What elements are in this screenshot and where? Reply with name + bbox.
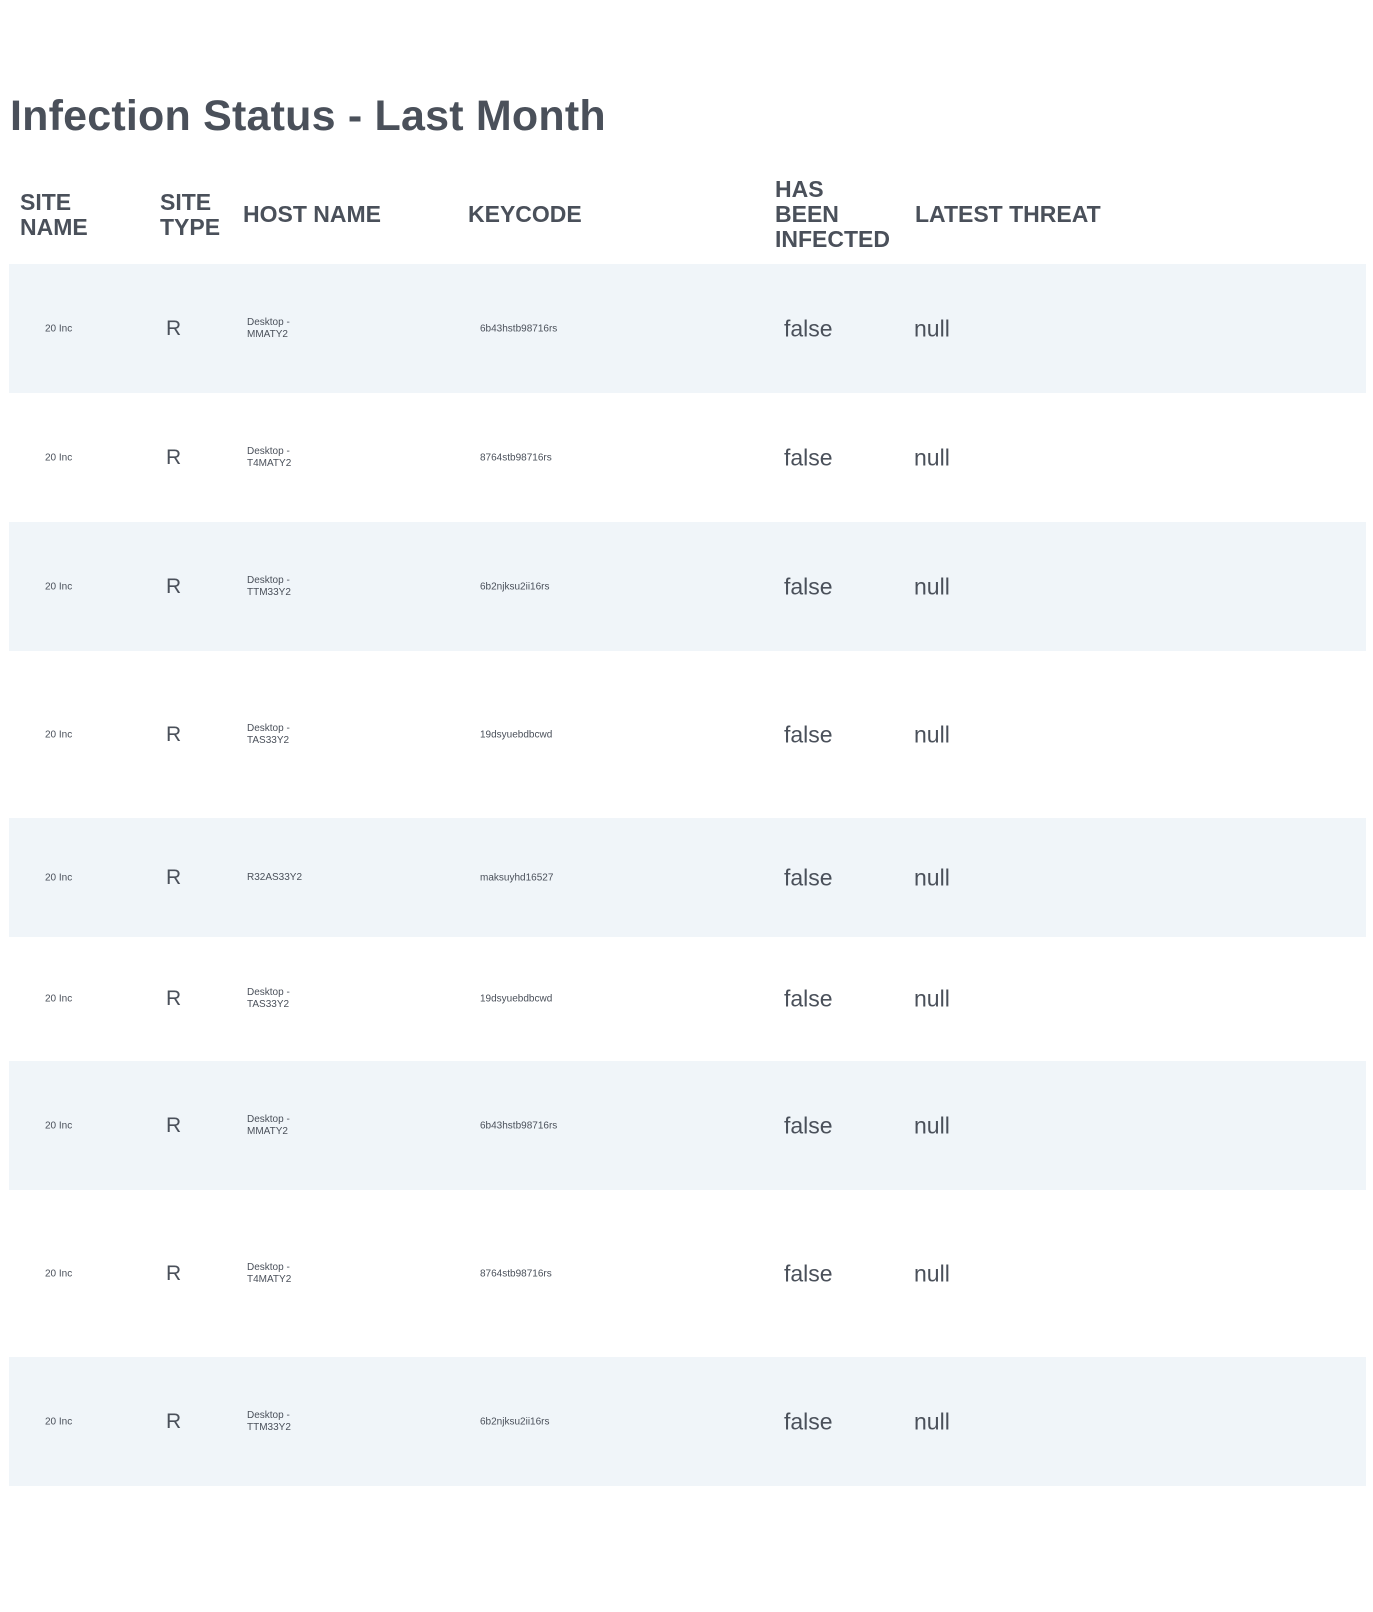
host-name-cell: R32AS33Y2 bbox=[247, 871, 303, 883]
site-name-cell: 20 Inc bbox=[45, 872, 73, 883]
has-been-infected-cell: false bbox=[784, 1112, 833, 1138]
host-name-cell: Desktop - MMATY2 bbox=[247, 1113, 290, 1137]
site-name-cell: 20 Inc bbox=[45, 1416, 73, 1427]
table-row[interactable] bbox=[9, 1357, 1366, 1486]
latest-threat-cell: null bbox=[914, 1408, 950, 1434]
latest-threat-cell: null bbox=[914, 573, 950, 599]
site-name-cell: 20 Inc bbox=[45, 1120, 73, 1131]
host-name-cell: Desktop - TTM33Y2 bbox=[247, 574, 291, 598]
has-been-infected-cell: false bbox=[784, 864, 833, 890]
keycode-cell: 6b43hstb98716rs bbox=[480, 323, 558, 334]
latest-threat-cell: null bbox=[914, 985, 950, 1012]
table-body bbox=[9, 264, 1366, 1486]
column-header-latest-threat[interactable]: LATEST THREAT bbox=[915, 201, 1101, 227]
site-type-cell: R bbox=[166, 987, 182, 1010]
has-been-infected-cell: false bbox=[784, 315, 833, 341]
site-type-cell: R bbox=[166, 574, 182, 598]
table-row[interactable] bbox=[9, 937, 1366, 1061]
site-name-cell: 20 Inc bbox=[45, 993, 73, 1005]
keycode-cell: 6b2njksu2ii16rs bbox=[480, 1416, 550, 1427]
latest-threat-cell: null bbox=[914, 444, 950, 470]
table-row[interactable] bbox=[9, 651, 1366, 818]
table-row[interactable] bbox=[9, 1190, 1366, 1357]
site-type-cell: R bbox=[166, 1409, 182, 1433]
table-row[interactable] bbox=[9, 1061, 1366, 1190]
has-been-infected-cell: false bbox=[784, 721, 833, 747]
column-header-host-name[interactable]: HOST NAME bbox=[243, 201, 381, 227]
site-type-cell: R bbox=[166, 865, 182, 889]
keycode-cell: 6b2njksu2ii16rs bbox=[480, 581, 550, 592]
has-been-infected-cell: false bbox=[784, 444, 833, 470]
latest-threat-cell: null bbox=[914, 864, 950, 890]
latest-threat-cell: null bbox=[914, 1112, 950, 1138]
table-row[interactable] bbox=[9, 818, 1366, 937]
keycode-cell: maksuyhd16527 bbox=[480, 872, 554, 883]
host-name-cell: Desktop - TTM33Y2 bbox=[247, 1409, 291, 1433]
site-name-cell: 20 Inc bbox=[45, 452, 73, 463]
column-header-keycode[interactable]: KEYCODE bbox=[468, 201, 582, 227]
table-row[interactable] bbox=[9, 522, 1366, 651]
has-been-infected-cell: false bbox=[784, 985, 833, 1012]
site-type-cell: R bbox=[166, 1113, 182, 1137]
latest-threat-cell: null bbox=[914, 721, 950, 747]
has-been-infected-cell: false bbox=[784, 1260, 833, 1286]
host-name-cell: Desktop - T4MATY2 bbox=[247, 1261, 292, 1285]
site-name-cell: 20 Inc bbox=[45, 729, 73, 740]
site-type-cell: R bbox=[166, 1261, 182, 1285]
site-type-cell: R bbox=[166, 722, 182, 746]
host-name-cell: Desktop - T4MATY2 bbox=[247, 445, 292, 469]
has-been-infected-cell: false bbox=[784, 1408, 833, 1434]
table-row[interactable] bbox=[9, 264, 1366, 393]
column-header-site-name[interactable]: SITE NAME bbox=[20, 188, 88, 240]
page-title: Infection Status - Last Month bbox=[10, 92, 606, 140]
column-header-has-been-infected[interactable]: HAS BEEN INFECTED bbox=[775, 176, 890, 252]
keycode-cell: 19dsyuebdbcwd bbox=[480, 729, 553, 740]
keycode-cell: 8764stb98716rs bbox=[480, 1268, 552, 1279]
table-header bbox=[0, 172, 1373, 257]
site-type-cell: R bbox=[166, 445, 182, 469]
table-row[interactable] bbox=[9, 393, 1366, 522]
latest-threat-cell: null bbox=[914, 315, 950, 341]
host-name-cell: Desktop - TAS33Y2 bbox=[247, 987, 290, 1010]
host-name-cell: Desktop - MMATY2 bbox=[247, 316, 290, 340]
column-header-site-type[interactable]: SITE TYPE bbox=[160, 188, 221, 240]
site-name-cell: 20 Inc bbox=[45, 581, 73, 592]
site-type-cell: R bbox=[166, 316, 182, 340]
keycode-cell: 19dsyuebdbcwd bbox=[480, 993, 553, 1005]
keycode-cell: 8764stb98716rs bbox=[480, 452, 552, 463]
site-name-cell: 20 Inc bbox=[45, 323, 73, 334]
site-name-cell: 20 Inc bbox=[45, 1268, 73, 1279]
has-been-infected-cell: false bbox=[784, 573, 833, 599]
host-name-cell: Desktop - TAS33Y2 bbox=[247, 722, 290, 746]
keycode-cell: 6b43hstb98716rs bbox=[480, 1120, 558, 1131]
latest-threat-cell: null bbox=[914, 1260, 950, 1286]
